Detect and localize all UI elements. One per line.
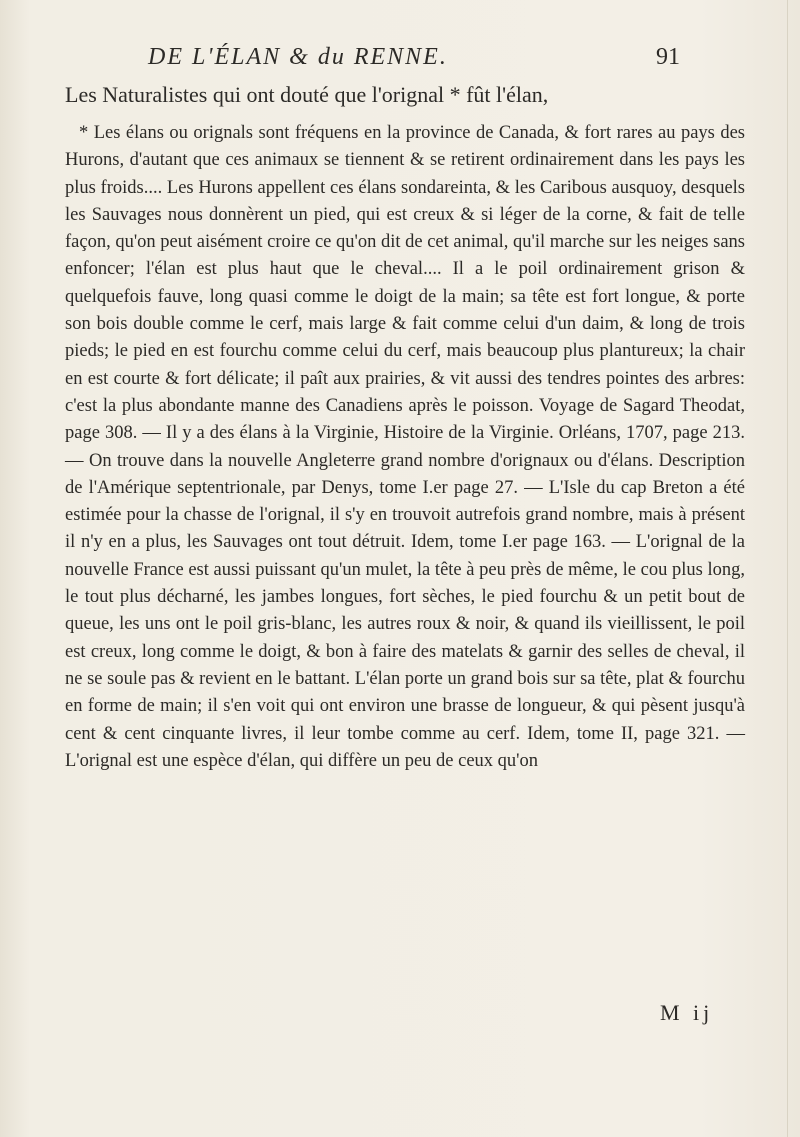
page-header bbox=[120, 44, 680, 84]
signature-mark: M ij bbox=[660, 1000, 714, 1025]
running-title: DE L'ÉLAN & du RENNE. bbox=[148, 44, 448, 70]
page-edge-line bbox=[787, 0, 788, 1137]
page-number: 91 bbox=[656, 44, 680, 70]
footnote bbox=[65, 120, 745, 775]
body-text-line: Les Naturalistes qui ont douté que l'orignal * fût l'élan, bbox=[65, 82, 549, 107]
footnote-text: * Les élans ou orignals sont fréquens en la province de Canada, & fort rares au pays des Hurons, d'autant que ces animaux se tiennent & se retirent ordinairement dans les pays les plus froids.... Les Hurons appellent ces élans sondareinta, & les Caribous ausquoy, desquels les Sauvages nous donnèrent un pied, qui est creux & si léger de la corne, & fait de telle façon, qu'on peut aisément croire ce qu'on dit de cet animal, qu'il marche sur les neiges sans enfoncer; l'élan est plus haut que le cheval.... Il a le poil ordinairement grison & quelquefois fauve, long quasi comme le doigt de la main; sa tête est fort longue, & porte son bois double comme le cerf, mais large & fait comme celui d'un daim, & long de trois pieds; le pied en est fourchu comme celui du cerf, mais beaucoup plus plantureux; la chair en est courte & fort délicate; il paît aux prairies, & vit aussi des tendres pointes des arbres: c'est la plus abondante manne des Canadiens après le poisson. Voyage de Sagard Theodat, page 308. — Il y a des élans à la Virginie, Histoire de la Virginie. Orléans, 1707, page 213. — On trouve dans la nouvelle Angleterre grand nombre d'orignaux ou d'élans. Description de l'Amérique septentrionale, par Denys, tome I.er page 27. — L'Isle du cap Breton a été estimée pour la chasse de l'orignal, il s'y en trouvoit autrefois grand nombre, mais à présent il n'y en a plus, les Sauvages ont tout détruit. Idem, tome I.er page 163. — L'orignal de la nouvelle France est aussi puissant qu'un mulet, la tête à peu près de même, le cou plus long, le tout plus décharné, les jambes longues, fort sèches, le pied fourchu & un petit bout de queue, les uns ont le poil gris-blanc, les autres roux & noir, & quand ils vieillissent, le poil est creux, long comme le doigt, & bon à faire des matelats & garnir des selles de cheval, il ne se soule pas & revient en le battant. L'élan porte un grand bois sur sa tête, plat & fourchu en forme de main; il s'en voit qui ont environ une brasse de longueur, & qui pèsent jusqu'à cent & cent cinquante livres, il leur tombe comme au cerf. Idem, tome II, page 321. — L'orignal est une espèce d'élan, qui diffère un peu de ceux qu'on bbox=[65, 123, 745, 771]
